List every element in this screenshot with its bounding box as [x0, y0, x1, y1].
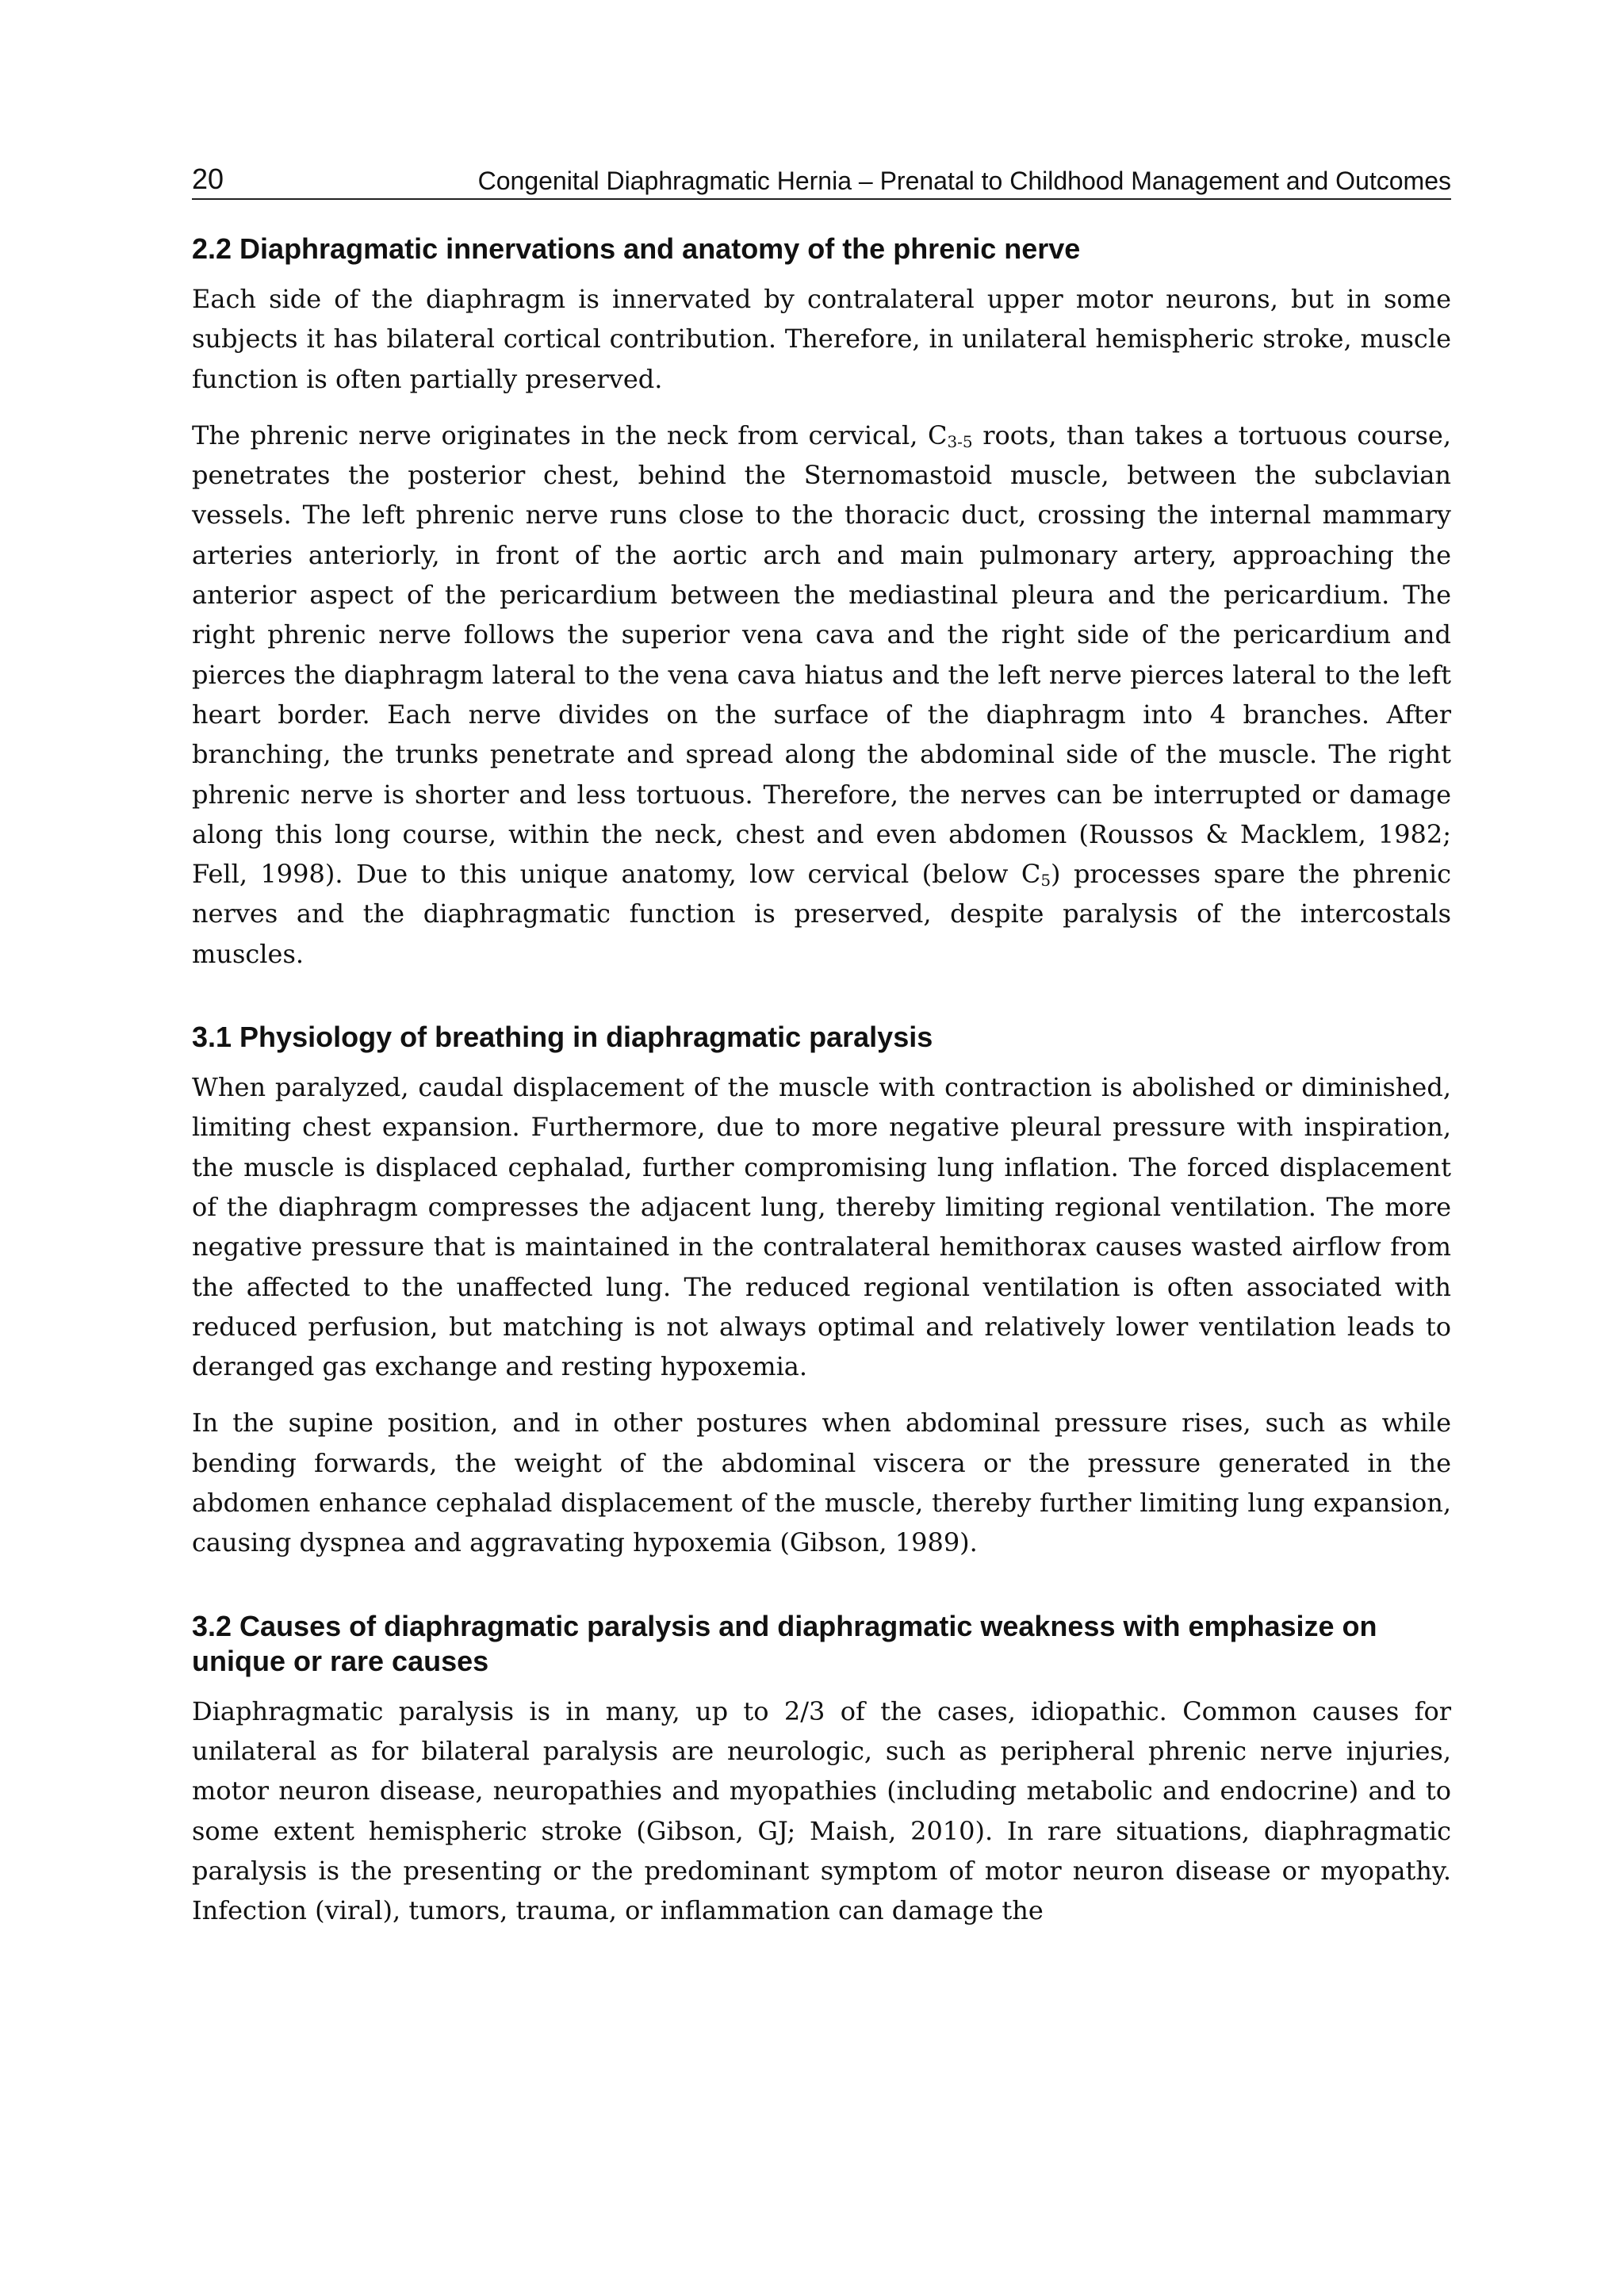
subscript: 5 — [1040, 871, 1051, 891]
paragraph-3-1-1: When paralyzed, caudal displacement of the muscle with contraction is abolished or diminished, limiting chest expansion. Furthermore, due to more negative pleural pressure with inspiration, the muscle is displaced cephalad, further compromising lung inflation. The forced displacement of the diaphragm compresses the adjacent lung, thereby limiting regional ventilation. The more negative pressure that is maintained in the contralateral hemithorax causes wasted airflow from the affected to the unaffected lung. The reduced regional ventilation is often associated with reduced perfusion, but matching is not always optimal and relatively lower ventilation leads to deranged gas exchange and resting hypoxemia. — [192, 1072, 1451, 1382]
paragraph-2-2-2 — [192, 416, 1451, 974]
page — [192, 159, 1451, 1930]
running-header — [192, 159, 1451, 200]
page-number: 20 — [192, 163, 224, 195]
section-heading-3-2: 3.2 Causes of diaphragmatic paralysis and diaphragmatic weakness with emphasize on unique or rare causes — [192, 1609, 1377, 1677]
section-heading-3-1: 3.1 Physiology of breathing in diaphragmatic paralysis — [192, 1021, 933, 1054]
paragraph-2-2-1: Each side of the diaphragm is innervated by contralateral upper motor neurons, but in some subjects it has bilateral cortical contribution. Therefore, in unilateral hemispheric stroke, muscle function is often partially preserved. — [192, 284, 1451, 394]
paragraph-3-2-1: Diaphragmatic paralysis is in many, up to 2/3 of the cases, idiopathic. Common causes for unilateral as for bilateral paralysis are neurologic, such as peripheral phrenic nerve injuries, motor neuron disease, neuropathies and myopathies (including metabolic and endocrine) and to some extent hemispheric stroke (Gibson, GJ; Maish, 2010). In rare situations, diaphragmatic paralysis is the presenting or the predominant symptom of motor neuron disease or myopathy. Infection (viral), tumors, trauma, or inflammation can damage the — [192, 1695, 1451, 1926]
paragraph-text: ) processes spare the phrenic nerves and the diaphragmatic function is preserved, despite paralysis of the intercostals muscles. — [192, 859, 1452, 969]
section-heading-2-2: 2.2 Diaphragmatic innervations and anatomy of the phrenic nerve — [192, 232, 1081, 265]
paragraph-3-1-2: In the supine position, and in other postures when abdominal pressure rises, such as while bending forwards, the weight of the abdominal viscera or the pressure generated in the abdomen enhance cephalad displacement of the muscle, thereby further limiting lung expansion, causing dyspnea and aggravating hypoxemia (Gibson, 1989). — [192, 1408, 1451, 1558]
subscript: 3-5 — [947, 431, 973, 451]
paragraph-text: roots, than takes a tortuous course, penetrates the posterior chest, behind the Sternomastoid muscle, between the subclavian vessels. The left phrenic nerve runs close to the thoracic duct, crossing the internal mammary arteries anteriorly, in front of the aortic arch and main pulmonary artery, approaching the anterior aspect of the pericardium between the mediastinal pleura and the pericardium. The right phrenic nerve follows the superior vena cava and the right side of the pericardium and pierces the diaphragm lateral to the vena cava hiatus and the left nerve pierces lateral to the left heart border. Each nerve divides on the surface of the diaphragm into 4 branches. After branching, the trunks penetrate and spread along the abdominal side of the muscle. The right phrenic nerve is shorter and less tortuous. Therefore, the nerves can be interrupted or damage along this long course, within the neck, chest and even abdomen (Roussos & Macklem, 1982; Fell, 1998). Due to this unique anatomy, low cervical (below C — [192, 420, 1452, 890]
paragraph-text: The phrenic nerve originates in the neck from cervical, C — [192, 420, 948, 450]
running-title: Congenital Diaphragmatic Hernia – Prenatal to Childhood Management and Outcomes — [477, 167, 1451, 195]
